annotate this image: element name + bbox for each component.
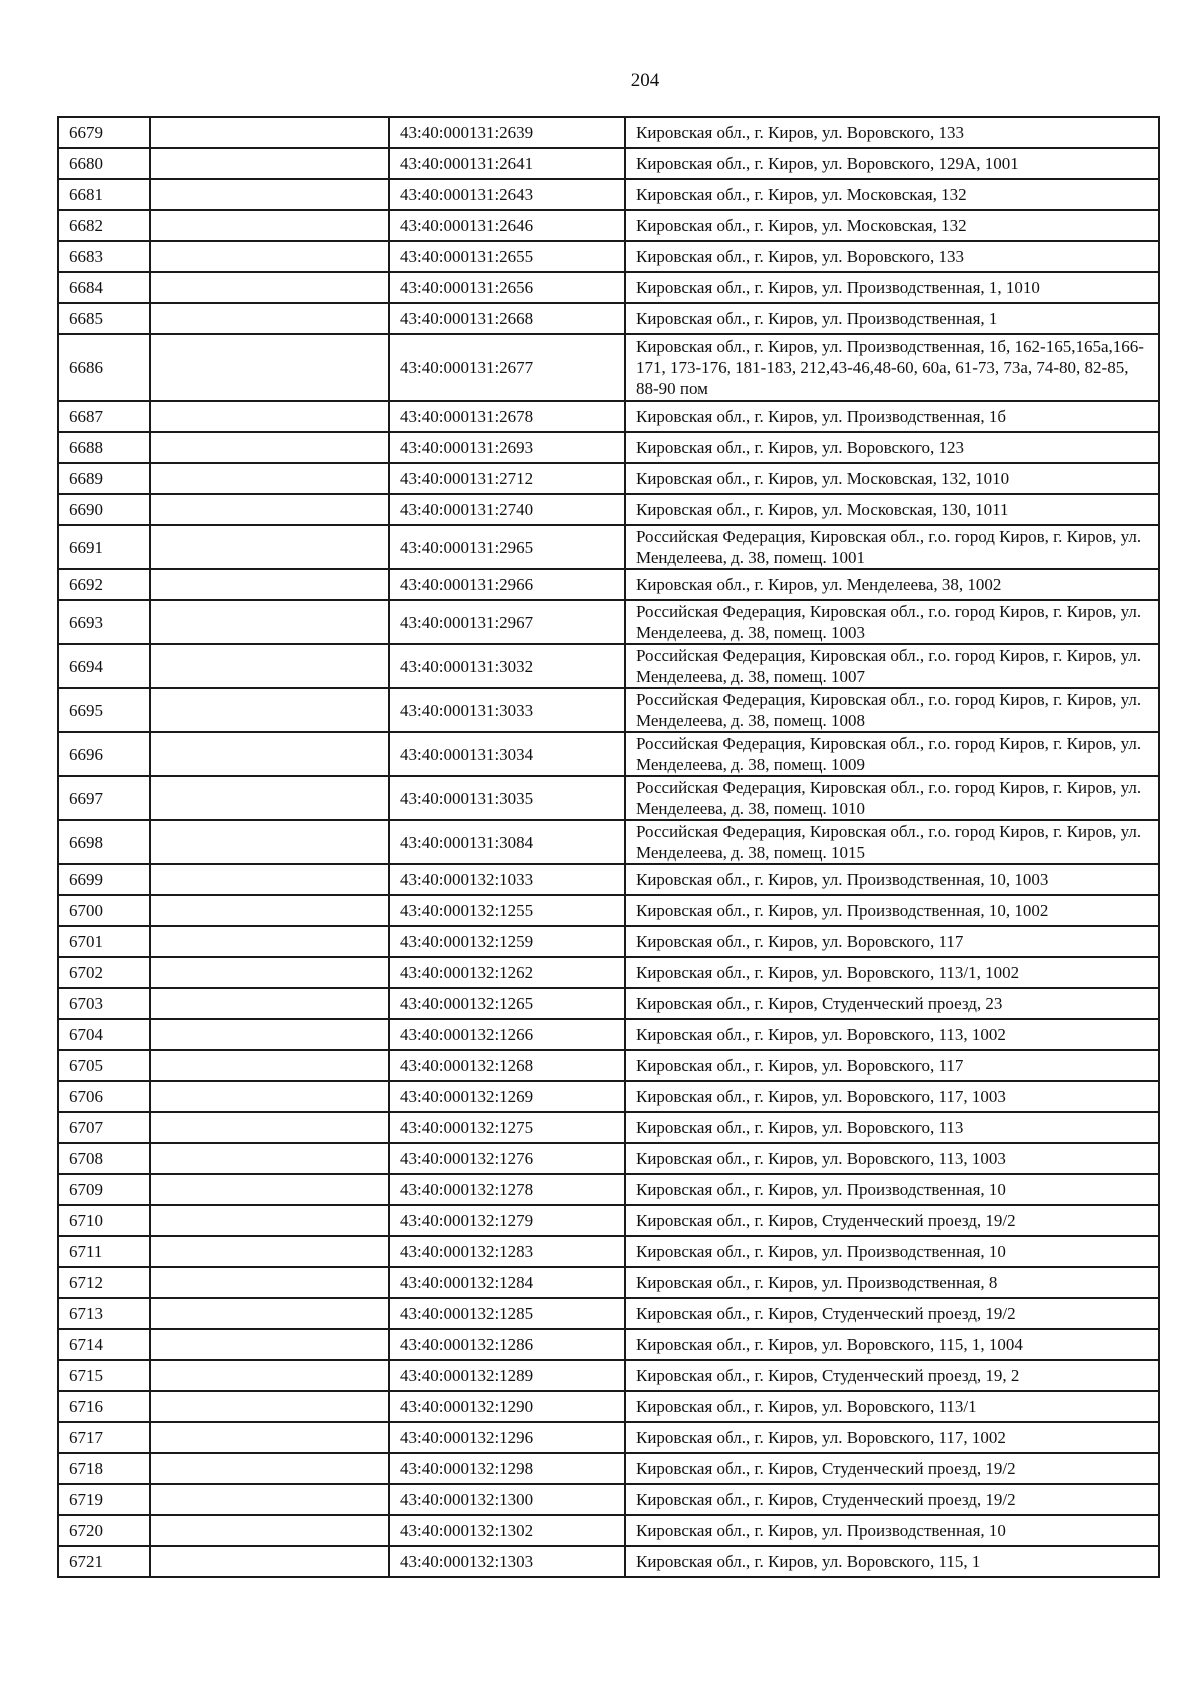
table-row xyxy=(58,1205,1159,1236)
cadastral-number-cell: 43:40:000131:2693 xyxy=(389,432,625,463)
table-row xyxy=(58,1174,1159,1205)
row-number-cell: 6713 xyxy=(58,1298,150,1329)
cadastral-number-cell: 43:40:000132:1296 xyxy=(389,1422,625,1453)
table-row xyxy=(58,241,1159,272)
owner-cell xyxy=(150,926,389,957)
cadastral-number-cell: 43:40:000132:1289 xyxy=(389,1360,625,1391)
cadastral-number-cell: 43:40:000131:2740 xyxy=(389,494,625,525)
address-cell: Российская Федерация, Кировская обл., г.о. город Киров, г. Киров, ул. Менделеева, д. 38, помещ. 1007 xyxy=(625,644,1159,688)
table-row xyxy=(58,1546,1159,1577)
owner-cell xyxy=(150,241,389,272)
cadastral-number-cell: 43:40:000132:1298 xyxy=(389,1453,625,1484)
owner-cell xyxy=(150,1143,389,1174)
table-row xyxy=(58,1422,1159,1453)
address-cell: Кировская обл., г. Киров, ул. Воровского, 115, 1 xyxy=(625,1546,1159,1577)
owner-cell xyxy=(150,957,389,988)
row-number-cell: 6707 xyxy=(58,1112,150,1143)
row-number-cell: 6700 xyxy=(58,895,150,926)
table-row xyxy=(58,525,1159,569)
row-number-cell: 6710 xyxy=(58,1205,150,1236)
cadastral-number-cell: 43:40:000132:1279 xyxy=(389,1205,625,1236)
address-cell: Кировская обл., г. Киров, ул. Производственная, 8 xyxy=(625,1267,1159,1298)
row-number-cell: 6703 xyxy=(58,988,150,1019)
row-number-cell: 6717 xyxy=(58,1422,150,1453)
row-number-cell: 6687 xyxy=(58,401,150,432)
owner-cell xyxy=(150,1050,389,1081)
page-number: 204 xyxy=(630,70,660,91)
owner-cell xyxy=(150,334,389,401)
cadastral-number-cell: 43:40:000132:1286 xyxy=(389,1329,625,1360)
address-cell: Кировская обл., г. Киров, Студенческий проезд, 19/2 xyxy=(625,1205,1159,1236)
table-row xyxy=(58,1360,1159,1391)
cadastral-number-cell: 43:40:000132:1290 xyxy=(389,1391,625,1422)
table-row xyxy=(58,1453,1159,1484)
row-number-cell: 6689 xyxy=(58,463,150,494)
owner-cell xyxy=(150,1267,389,1298)
owner-cell xyxy=(150,644,389,688)
address-cell: Кировская обл., г. Киров, ул. Воровского, 113, 1003 xyxy=(625,1143,1159,1174)
table-row xyxy=(58,432,1159,463)
owner-cell xyxy=(150,569,389,600)
cadastral-number-cell: 43:40:000132:1265 xyxy=(389,988,625,1019)
address-cell: Российская Федерация, Кировская обл., г.о. город Киров, г. Киров, ул. Менделеева, д. 38, помещ. 1008 xyxy=(625,688,1159,732)
owner-cell xyxy=(150,820,389,864)
row-number-cell: 6691 xyxy=(58,525,150,569)
table-row xyxy=(58,1050,1159,1081)
table-row xyxy=(58,1112,1159,1143)
cadastral-number-cell: 43:40:000131:2655 xyxy=(389,241,625,272)
address-cell: Кировская обл., г. Киров, ул. Воровского, 113/1 xyxy=(625,1391,1159,1422)
row-number-cell: 6683 xyxy=(58,241,150,272)
row-number-cell: 6697 xyxy=(58,776,150,820)
cadastral-number-cell: 43:40:000131:2965 xyxy=(389,525,625,569)
table-row xyxy=(58,820,1159,864)
table-row xyxy=(58,463,1159,494)
address-cell: Кировская обл., г. Киров, ул. Менделеева, 38, 1002 xyxy=(625,569,1159,600)
address-cell: Кировская обл., г. Киров, ул. Воровского, 117 xyxy=(625,1050,1159,1081)
address-cell: Кировская обл., г. Киров, Студенческий проезд, 19/2 xyxy=(625,1453,1159,1484)
cadastral-number-cell: 43:40:000131:3033 xyxy=(389,688,625,732)
cadastral-number-cell: 43:40:000132:1284 xyxy=(389,1267,625,1298)
registry-table-body xyxy=(58,117,1159,1577)
cadastral-number-cell: 43:40:000131:3034 xyxy=(389,732,625,776)
table-row xyxy=(58,600,1159,644)
address-cell: Кировская обл., г. Киров, ул. Московская, 130, 1011 xyxy=(625,494,1159,525)
row-number-cell: 6719 xyxy=(58,1484,150,1515)
address-cell: Кировская обл., г. Киров, ул. Производственная, 10 xyxy=(625,1515,1159,1546)
address-cell: Российская Федерация, Кировская обл., г.о. город Киров, г. Киров, ул. Менделеева, д. 38, помещ. 1010 xyxy=(625,776,1159,820)
owner-cell xyxy=(150,1546,389,1577)
table-row xyxy=(58,776,1159,820)
cadastral-number-cell: 43:40:000132:1302 xyxy=(389,1515,625,1546)
owner-cell xyxy=(150,463,389,494)
owner-cell xyxy=(150,525,389,569)
row-number-cell: 6698 xyxy=(58,820,150,864)
table-row xyxy=(58,1081,1159,1112)
table-row xyxy=(58,1391,1159,1422)
cadastral-number-cell: 43:40:000132:1285 xyxy=(389,1298,625,1329)
owner-cell xyxy=(150,1174,389,1205)
owner-cell xyxy=(150,1484,389,1515)
cadastral-number-cell: 43:40:000132:1259 xyxy=(389,926,625,957)
row-number-cell: 6711 xyxy=(58,1236,150,1267)
owner-cell xyxy=(150,303,389,334)
address-cell: Российская Федерация, Кировская обл., г.о. город Киров, г. Киров, ул. Менделеева, д. 38, помещ. 1009 xyxy=(625,732,1159,776)
row-number-cell: 6695 xyxy=(58,688,150,732)
row-number-cell: 6705 xyxy=(58,1050,150,1081)
row-number-cell: 6712 xyxy=(58,1267,150,1298)
address-cell: Кировская обл., г. Киров, ул. Производственная, 10 xyxy=(625,1174,1159,1205)
table-row xyxy=(58,926,1159,957)
row-number-cell: 6720 xyxy=(58,1515,150,1546)
table-row xyxy=(58,401,1159,432)
owner-cell xyxy=(150,210,389,241)
cadastral-number-cell: 43:40:000132:1266 xyxy=(389,1019,625,1050)
address-cell: Кировская обл., г. Киров, ул. Производственная, 1, 1010 xyxy=(625,272,1159,303)
cadastral-number-cell: 43:40:000131:2641 xyxy=(389,148,625,179)
address-cell: Кировская обл., г. Киров, ул. Воровского, 113, 1002 xyxy=(625,1019,1159,1050)
address-cell: Кировская обл., г. Киров, ул. Московская, 132 xyxy=(625,179,1159,210)
registry-table xyxy=(57,116,1160,1578)
row-number-cell: 6702 xyxy=(58,957,150,988)
address-cell: Кировская обл., г. Киров, Студенческий проезд, 19, 2 xyxy=(625,1360,1159,1391)
owner-cell xyxy=(150,1453,389,1484)
table-row xyxy=(58,1298,1159,1329)
cadastral-number-cell: 43:40:000131:2646 xyxy=(389,210,625,241)
address-cell: Российская Федерация, Кировская обл., г.о. город Киров, г. Киров, ул. Менделеева, д. 38, помещ. 1003 xyxy=(625,600,1159,644)
table-row xyxy=(58,1329,1159,1360)
owner-cell xyxy=(150,1298,389,1329)
cadastral-number-cell: 43:40:000131:2677 xyxy=(389,334,625,401)
table-row xyxy=(58,1236,1159,1267)
row-number-cell: 6688 xyxy=(58,432,150,463)
address-cell: Кировская обл., г. Киров, Студенческий проезд, 23 xyxy=(625,988,1159,1019)
owner-cell xyxy=(150,432,389,463)
row-number-cell: 6701 xyxy=(58,926,150,957)
cadastral-number-cell: 43:40:000131:2712 xyxy=(389,463,625,494)
owner-cell xyxy=(150,895,389,926)
address-cell: Кировская обл., г. Киров, ул. Московская, 132 xyxy=(625,210,1159,241)
address-cell: Кировская обл., г. Киров, ул. Воровского, 117 xyxy=(625,926,1159,957)
owner-cell xyxy=(150,494,389,525)
row-number-cell: 6680 xyxy=(58,148,150,179)
owner-cell xyxy=(150,179,389,210)
table-row xyxy=(58,1143,1159,1174)
table-row xyxy=(58,1515,1159,1546)
owner-cell xyxy=(150,1391,389,1422)
owner-cell xyxy=(150,864,389,895)
table-row xyxy=(58,688,1159,732)
address-cell: Кировская обл., г. Киров, ул. Воровского, 113/1, 1002 xyxy=(625,957,1159,988)
row-number-cell: 6684 xyxy=(58,272,150,303)
owner-cell xyxy=(150,732,389,776)
address-cell: Кировская обл., г. Киров, ул. Воровского, 129А, 1001 xyxy=(625,148,1159,179)
cadastral-number-cell: 43:40:000132:1283 xyxy=(389,1236,625,1267)
table-row xyxy=(58,895,1159,926)
table-row xyxy=(58,210,1159,241)
row-number-cell: 6692 xyxy=(58,569,150,600)
cadastral-number-cell: 43:40:000132:1033 xyxy=(389,864,625,895)
owner-cell xyxy=(150,148,389,179)
cadastral-number-cell: 43:40:000131:2967 xyxy=(389,600,625,644)
table-row xyxy=(58,957,1159,988)
address-cell: Кировская обл., г. Киров, ул. Воровского, 117, 1002 xyxy=(625,1422,1159,1453)
cadastral-number-cell: 43:40:000131:2678 xyxy=(389,401,625,432)
address-cell: Кировская обл., г. Киров, ул. Воровского, 133 xyxy=(625,241,1159,272)
owner-cell xyxy=(150,1329,389,1360)
row-number-cell: 6682 xyxy=(58,210,150,241)
cadastral-number-cell: 43:40:000131:3035 xyxy=(389,776,625,820)
address-cell: Кировская обл., г. Киров, ул. Производственная, 1б, 162-165,165а,166-171, 173-176, 181-183, 212,43-46,48-60, 60а, 61-73, 73а, 74-80, 82-85, 88-90 пом xyxy=(625,334,1159,401)
row-number-cell: 6681 xyxy=(58,179,150,210)
owner-cell xyxy=(150,117,389,148)
cadastral-number-cell: 43:40:000132:1300 xyxy=(389,1484,625,1515)
owner-cell xyxy=(150,401,389,432)
owner-cell xyxy=(150,600,389,644)
cadastral-number-cell: 43:40:000131:2966 xyxy=(389,569,625,600)
cadastral-number-cell: 43:40:000132:1276 xyxy=(389,1143,625,1174)
address-cell: Российская Федерация, Кировская обл., г.о. город Киров, г. Киров, ул. Менделеева, д. 38, помещ. 1015 xyxy=(625,820,1159,864)
address-cell: Кировская обл., г. Киров, ул. Производственная, 1 xyxy=(625,303,1159,334)
row-number-cell: 6704 xyxy=(58,1019,150,1050)
row-number-cell: 6679 xyxy=(58,117,150,148)
owner-cell xyxy=(150,776,389,820)
cadastral-number-cell: 43:40:000131:2656 xyxy=(389,272,625,303)
row-number-cell: 6716 xyxy=(58,1391,150,1422)
cadastral-number-cell: 43:40:000132:1275 xyxy=(389,1112,625,1143)
row-number-cell: 6708 xyxy=(58,1143,150,1174)
address-cell: Кировская обл., г. Киров, ул. Производственная, 10 xyxy=(625,1236,1159,1267)
address-cell: Кировская обл., г. Киров, ул. Производственная, 10, 1003 xyxy=(625,864,1159,895)
cadastral-number-cell: 43:40:000132:1262 xyxy=(389,957,625,988)
table-row xyxy=(58,334,1159,401)
cadastral-number-cell: 43:40:000132:1269 xyxy=(389,1081,625,1112)
address-cell: Кировская обл., г. Киров, Студенческий проезд, 19/2 xyxy=(625,1298,1159,1329)
address-cell: Кировская обл., г. Киров, ул. Воровского, 123 xyxy=(625,432,1159,463)
owner-cell xyxy=(150,1422,389,1453)
cadastral-number-cell: 43:40:000131:2668 xyxy=(389,303,625,334)
row-number-cell: 6693 xyxy=(58,600,150,644)
table-row xyxy=(58,988,1159,1019)
owner-cell xyxy=(150,1112,389,1143)
owner-cell xyxy=(150,1081,389,1112)
row-number-cell: 6699 xyxy=(58,864,150,895)
owner-cell xyxy=(150,1205,389,1236)
row-number-cell: 6686 xyxy=(58,334,150,401)
row-number-cell: 6694 xyxy=(58,644,150,688)
cadastral-number-cell: 43:40:000131:2639 xyxy=(389,117,625,148)
address-cell: Кировская обл., г. Киров, ул. Производственная, 10, 1002 xyxy=(625,895,1159,926)
owner-cell xyxy=(150,1515,389,1546)
row-number-cell: 6721 xyxy=(58,1546,150,1577)
cadastral-number-cell: 43:40:000132:1303 xyxy=(389,1546,625,1577)
owner-cell xyxy=(150,1019,389,1050)
cadastral-number-cell: 43:40:000132:1255 xyxy=(389,895,625,926)
cadastral-number-cell: 43:40:000132:1268 xyxy=(389,1050,625,1081)
address-cell: Кировская обл., г. Киров, ул. Воровского, 117, 1003 xyxy=(625,1081,1159,1112)
row-number-cell: 6718 xyxy=(58,1453,150,1484)
table-row xyxy=(58,569,1159,600)
address-cell: Кировская обл., г. Киров, ул. Московская, 132, 1010 xyxy=(625,463,1159,494)
row-number-cell: 6714 xyxy=(58,1329,150,1360)
table-row xyxy=(58,732,1159,776)
table-row xyxy=(58,1267,1159,1298)
owner-cell xyxy=(150,1360,389,1391)
cadastral-number-cell: 43:40:000131:3084 xyxy=(389,820,625,864)
table-row xyxy=(58,1484,1159,1515)
table-row xyxy=(58,148,1159,179)
table-row xyxy=(58,864,1159,895)
table-row xyxy=(58,644,1159,688)
address-cell: Кировская обл., г. Киров, ул. Воровского, 115, 1, 1004 xyxy=(625,1329,1159,1360)
row-number-cell: 6715 xyxy=(58,1360,150,1391)
owner-cell xyxy=(150,1236,389,1267)
table-row xyxy=(58,1019,1159,1050)
owner-cell xyxy=(150,988,389,1019)
cadastral-number-cell: 43:40:000132:1278 xyxy=(389,1174,625,1205)
table-row xyxy=(58,272,1159,303)
row-number-cell: 6709 xyxy=(58,1174,150,1205)
table-row xyxy=(58,117,1159,148)
cadastral-number-cell: 43:40:000131:3032 xyxy=(389,644,625,688)
address-cell: Кировская обл., г. Киров, ул. Производственная, 1б xyxy=(625,401,1159,432)
cadastral-number-cell: 43:40:000131:2643 xyxy=(389,179,625,210)
table-row xyxy=(58,303,1159,334)
row-number-cell: 6685 xyxy=(58,303,150,334)
address-cell: Кировская обл., г. Киров, ул. Воровского, 133 xyxy=(625,117,1159,148)
address-cell: Кировская обл., г. Киров, ул. Воровского, 113 xyxy=(625,1112,1159,1143)
address-cell: Российская Федерация, Кировская обл., г.о. город Киров, г. Киров, ул. Менделеева, д. 38, помещ. 1001 xyxy=(625,525,1159,569)
table-row xyxy=(58,179,1159,210)
row-number-cell: 6696 xyxy=(58,732,150,776)
address-cell: Кировская обл., г. Киров, Студенческий проезд, 19/2 xyxy=(625,1484,1159,1515)
table-row xyxy=(58,494,1159,525)
row-number-cell: 6690 xyxy=(58,494,150,525)
owner-cell xyxy=(150,688,389,732)
owner-cell xyxy=(150,272,389,303)
row-number-cell: 6706 xyxy=(58,1081,150,1112)
